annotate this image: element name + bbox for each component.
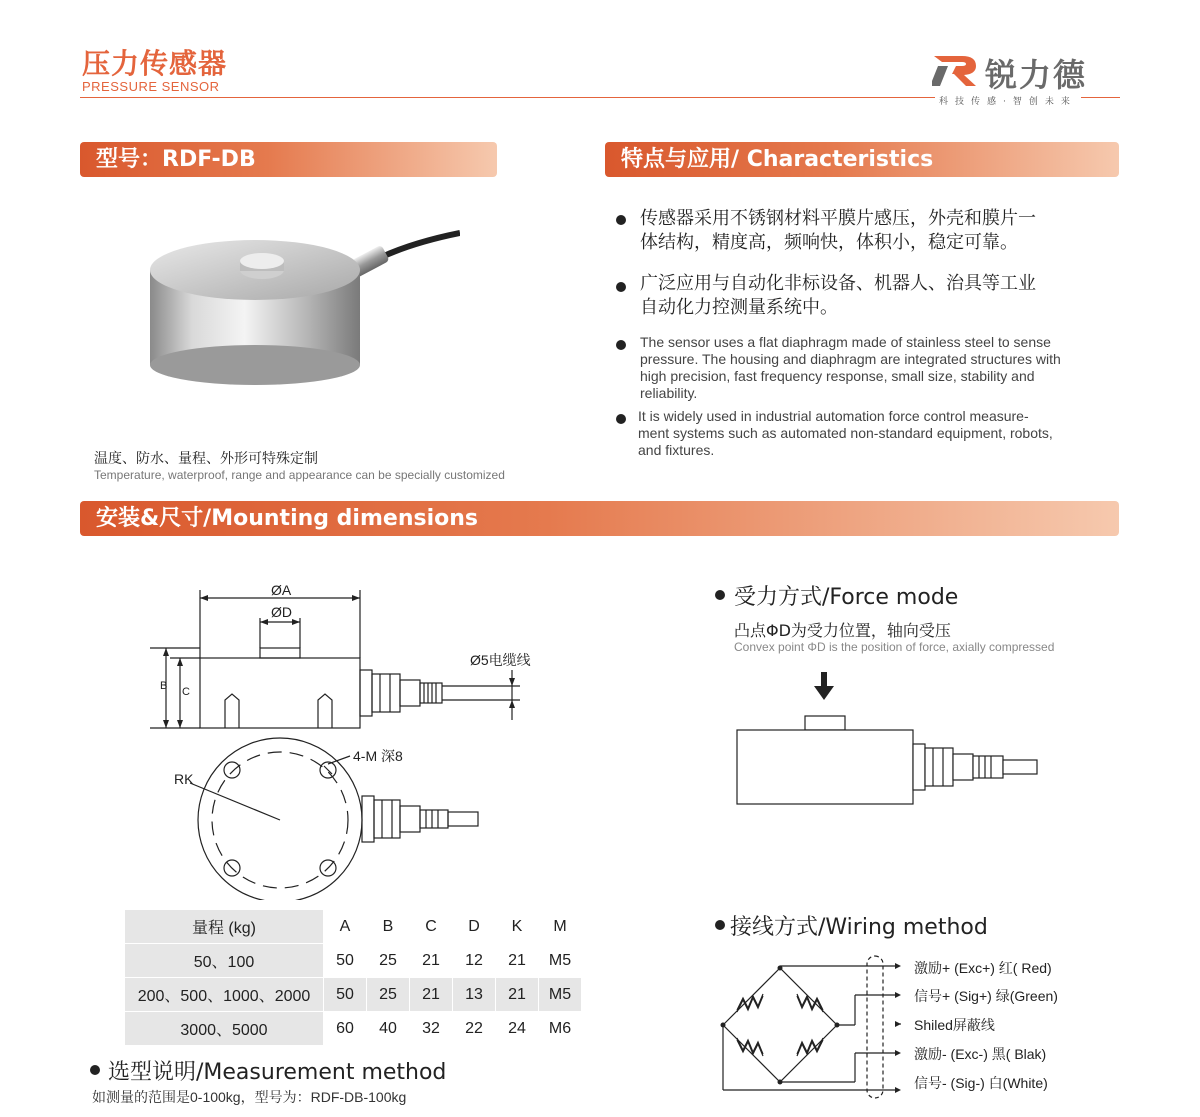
table-cell: 21 [496,944,538,977]
table-row [125,978,581,1011]
bullet-icon [616,215,626,225]
table-cell: 25 [367,978,409,1011]
table-header-cell: A [324,910,366,943]
dim-label-c: C [182,686,190,698]
table-cell: 32 [410,1012,452,1045]
table-header-cell: D [453,910,495,943]
dim-label-a: ØA [271,582,292,598]
table-cell: 12 [453,944,495,977]
brand-logo-icon [932,52,982,88]
mounting-section-bar: 安装&尺寸/Mounting dimensions [80,501,1119,536]
table-cell: M5 [539,978,581,1011]
table-cell: 3000、5000 [125,1012,323,1045]
table-header-cell: K [496,910,538,943]
table-cell: M5 [539,944,581,977]
dim-label-d: ØD [271,604,292,620]
customization-note-cn: 温度、防水、量程、外形可特殊定制 [94,451,318,467]
table-header-row [125,910,581,943]
force-mode-title: 受力方式/Force mode [734,585,959,610]
dim-label-b: B [160,680,168,692]
dim-label-holes: 4-M 深8 [353,748,403,764]
wire-label-sig-minus: 信号- (Sig-) 白(White) [914,1075,1048,1091]
dim-label-rk: RK [174,771,194,787]
wire-label-shield: Shiled屏蔽线 [914,1017,995,1033]
table-cell: 21 [496,978,538,1011]
table-header-cell: B [367,910,409,943]
dim-label-cable: Ø5电缆线 [470,652,531,668]
wire-label-exc-plus: 激励+ (Exc+) 红( Red) [914,960,1052,976]
table-cell: 21 [410,978,452,1011]
wire-label-exc-minus: 激励- (Exc-) 黑( Blak) [914,1046,1047,1062]
feature-en-2: It is widely used in industrial automation force control measure- ment systems such as automated non-standard equipment, robots, and fixtures. [638,408,1053,458]
table-cell: 50 [324,944,366,977]
wire-label-sig-plus: 信号+ (Sig+) 绿(Green) [914,988,1058,1004]
feature-cn-1: 传感器采用不锈钢材料平膜片感压，外壳和膜片一 体结构，精度高，频响快，体积小，稳定可靠。 [640,208,1036,253]
table-cell: 13 [453,978,495,1011]
force-mode-diagram [730,670,1050,810]
feature-en-1: The sensor uses a flat diaphragm made of stainless steel to sense pressure. The housing and diaphragm are integrated structures with high precision, fast frequency response, small size, stability and reliability. [640,334,1061,401]
feature-cn-2: 广泛应用与自动化非标设备、机器人、治具等工业 自动化力控测量系统中。 [640,273,1036,318]
mounting-drawing [150,570,550,900]
product-photo [140,215,460,395]
customization-note-en: Temperature, waterproof, range and appearance can be specially customized [94,468,505,482]
page-subtitle: PRESSURE SENSOR [82,79,220,94]
table-header-cell: M [539,910,581,943]
bullet-icon [90,1065,100,1075]
table-cell: 24 [496,1012,538,1045]
table-cell: 200、500、1000、2000 [125,978,323,1011]
force-mode-cn: 凸点ΦD为受力位置，轴向受压 [734,621,951,640]
bullet-icon [616,414,626,424]
measurement-note: 如测量的范围是0-100kg，型号为：RDF-DB-100kg [92,1089,407,1105]
table-cell: 21 [410,944,452,977]
measurement-title: 选型说明/Measurement method [108,1060,447,1085]
wiring-title: 接线方式/Wiring method [730,915,988,940]
table-cell: 25 [367,944,409,977]
page-title: 压力传感器 [82,47,228,80]
brand-name: 锐力德 [985,56,1088,94]
model-section-bar: 型号：RDF-DB [80,142,497,177]
brand-slogan: 科技传感·智创未来 [935,94,1081,107]
spec-table [124,909,582,1046]
table-cell: 50、100 [125,944,323,977]
bullet-icon [715,590,725,600]
bullet-icon [715,920,725,930]
characteristics-section-bar: 特点与应用/ Characteristics [605,142,1119,177]
table-cell: 50 [324,978,366,1011]
table-cell: 40 [367,1012,409,1045]
table-header-cell: C [410,910,452,943]
force-mode-en: Convex point ΦD is the position of force, axially compressed [734,640,1055,654]
wiring-diagram [715,950,915,1100]
table-cell: 60 [324,1012,366,1045]
table-row [125,1012,581,1045]
bullet-icon [616,282,626,292]
table-cell: 22 [453,1012,495,1045]
table-cell: M6 [539,1012,581,1045]
table-header-cell: 量程 (kg) [125,910,323,943]
bullet-icon [616,340,626,350]
table-row [125,944,581,977]
